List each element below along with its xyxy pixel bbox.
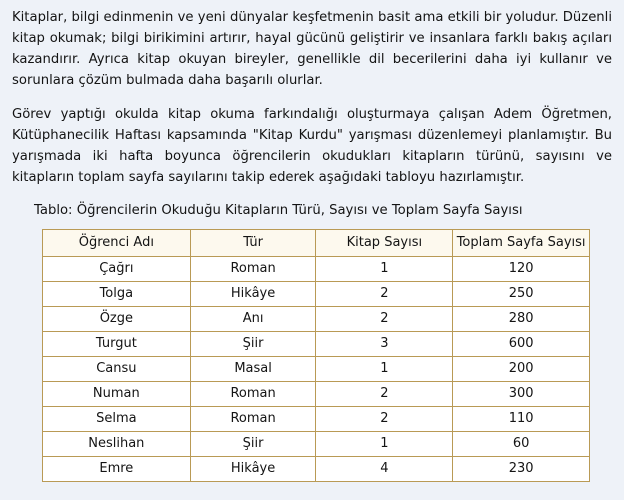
table-row: [43, 456, 590, 481]
table-cell-pages: 200: [453, 356, 590, 381]
table-cell-type: Anı: [190, 306, 316, 331]
table-cell-name: Çağrı: [43, 256, 191, 281]
table-row: [43, 331, 590, 356]
table-cell-count: 2: [316, 381, 453, 406]
table-cell-pages: 110: [453, 406, 590, 431]
table-row: [43, 406, 590, 431]
table-cell-count: 1: [316, 431, 453, 456]
table-container: [42, 229, 590, 482]
table-cell-count: 1: [316, 356, 453, 381]
table-cell-pages: 280: [453, 306, 590, 331]
table-header-row: [43, 229, 590, 256]
table-cell-pages: 120: [453, 256, 590, 281]
intro-paragraph-1: Kitaplar, bilgi edinmenin ve yeni dünyalar keşfetmenin basit ama etkili bir yoludur. Düzenli kitap okumak; bilgi birikimini artırır, hayal gücünü geliştirir ve insanlara farklı bakış açıları kazandırır. Ayrıca kitap okuyan bireyler, genellikle dil becerilerini daha iyi kullanır ve sorunlara çözüm bulmada daha başarılı olurlar.: [12, 10, 612, 88]
table-cell-count: 3: [316, 331, 453, 356]
table-cell-name: Neslihan: [43, 431, 191, 456]
table-cell-count: 2: [316, 281, 453, 306]
table-header-cell-1: Tür: [190, 229, 316, 256]
table-cell-count: 4: [316, 456, 453, 481]
table-cell-type: Masal: [190, 356, 316, 381]
student-reading-table: [42, 229, 590, 482]
table-row: [43, 381, 590, 406]
table-cell-name: Özge: [43, 306, 191, 331]
table-cell-name: Emre: [43, 456, 191, 481]
table-header-cell-3: Toplam Sayfa Sayısı: [453, 229, 590, 256]
table-row: [43, 306, 590, 331]
table-cell-type: Şiir: [190, 331, 316, 356]
table-header-cell-2: Kitap Sayısı: [316, 229, 453, 256]
table-cell-pages: 60: [453, 431, 590, 456]
table-cell-pages: 250: [453, 281, 590, 306]
table-row: [43, 256, 590, 281]
table-cell-name: Selma: [43, 406, 191, 431]
table-cell-type: Hikâye: [190, 281, 316, 306]
intro-paragraph-2: Görev yaptığı okulda kitap okuma farkındalığı oluşturmaya çalışan Adem Öğretmen, Kütüphanecilik Haftası kapsamında "Kitap Kurdu" yarışması düzenlemeyi planlamıştır. Bu yarışmada iki hafta boyunca öğrencilerin okudukları kitapların türünü, sayısını ve kitapların toplam sayfa sayılarını takip ederek aşağıdaki tabloyu hazırlamıştır.: [12, 107, 612, 186]
table-caption: Tablo: Öğrencilerin Okuduğu Kitapların Türü, Sayısı ve Toplam Sayfa Sayısı: [34, 202, 523, 218]
table-row: [43, 356, 590, 381]
table-header-cell-0: Öğrenci Adı: [43, 229, 191, 256]
table-cell-count: 1: [316, 256, 453, 281]
table-row: [43, 281, 590, 306]
table-cell-name: Turgut: [43, 331, 191, 356]
table-row: [43, 431, 590, 456]
table-cell-type: Roman: [190, 406, 316, 431]
table-cell-pages: 600: [453, 331, 590, 356]
table-cell-type: Şiir: [190, 431, 316, 456]
table-cell-type: Roman: [190, 256, 316, 281]
table-cell-count: 2: [316, 306, 453, 331]
table-cell-name: Tolga: [43, 281, 191, 306]
table-cell-name: Cansu: [43, 356, 191, 381]
table-cell-type: Roman: [190, 381, 316, 406]
table-cell-name: Numan: [43, 381, 191, 406]
table-cell-count: 2: [316, 406, 453, 431]
table-cell-type: Hikâye: [190, 456, 316, 481]
table-cell-pages: 300: [453, 381, 590, 406]
table-cell-pages: 230: [453, 456, 590, 481]
